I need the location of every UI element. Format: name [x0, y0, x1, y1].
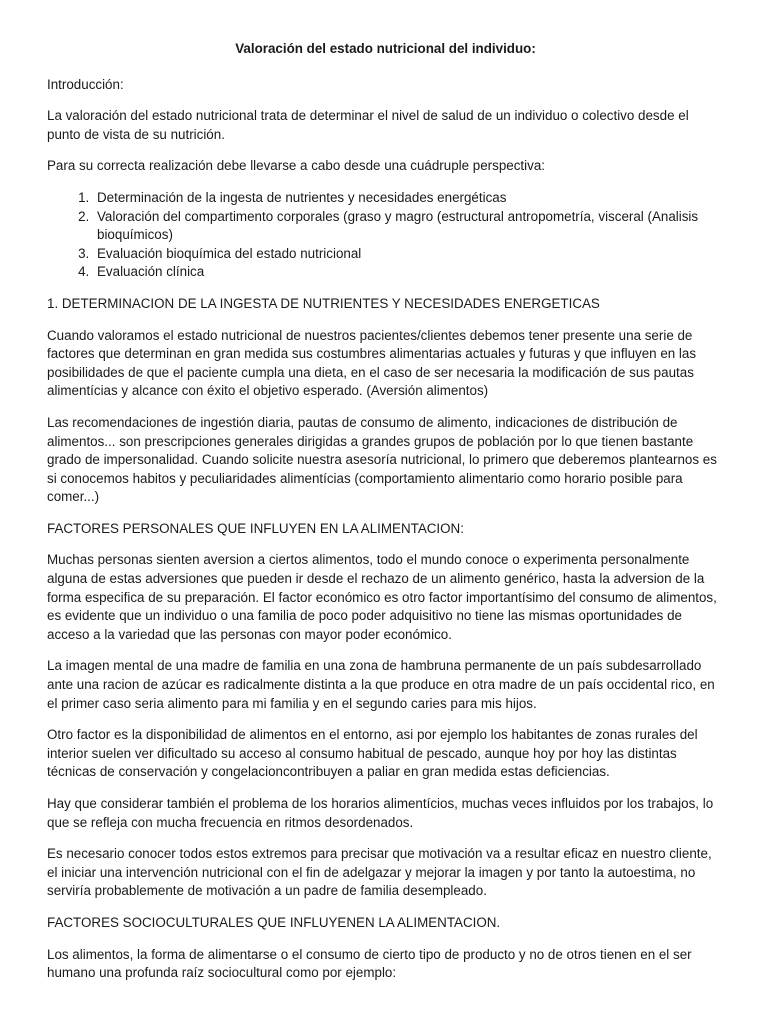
intro-heading: Introducción: [47, 76, 124, 92]
intro-paragraph: La valoración del estado nutricional trata de determinar el nivel de salud de un individuo o colectivo desde el punto de vista de su nutrición. [47, 108, 689, 142]
paragraph: Es necesario conocer todos estos extremos para precisar que motivación va a resultar eficaz en nuestro cliente, el iniciar una intervención nutricional con el fin de adelgazar y mejorar la imagen y por tanto la autoestima, no serviría probablemente de motivación a un padre de familia desempleado. [47, 846, 712, 899]
paragraph: Los alimentos, la forma de alimentarse o el consumo de cierto tipo de producto y no de otros tienen en el ser humano una profunda raíz sociocultural como por ejemplo: [47, 946, 692, 981]
section-heading-factores-personales: FACTORES PERSONALES QUE INFLUYEN EN LA ALIMENTACION: [47, 520, 464, 536]
list-item: 3. Evaluación bioquímica del estado nutricional [93, 245, 724, 264]
list-item: 4. Evaluación clínica [93, 263, 724, 282]
document-title: Valoración del estado nutricional del individuo: [235, 41, 536, 56]
paragraph: Otro factor es la disponibilidad de alimentos en el entorno, asi por ejemplo los habitantes de zonas rurales del interior suelen ver dificultado su acceso al consumo habitual de pescado, aunque hoy por hoy las distintas técnicas de conservación y congelacioncontribuyen a paliar en gran medida estas deficiencias. [47, 727, 698, 780]
perspective-list [47, 189, 724, 282]
section-heading-factores-socioculturales: FACTORES SOCIOCULTURALES QUE INFLUYENEN LA ALIMENTACION. [47, 914, 501, 930]
perspective-intro: Para su correcta realización debe llevarse a cabo desde una cuádruple perspectiva: [47, 158, 545, 174]
paragraph: Las recomendaciones de ingestión diaria, pautas de consumo de alimento, indicaciones de distribución de alimentos... son prescripciones generales dirigidas a grandes grupos de población por lo que tienen bastante grado de impersonalidad. Cuando solicite nuestra asesoría nutricional, lo primero que deberemos plantearnos es si conocemos habitos y peculiaridades alimentícias (comportamiento alimentario como horario posible para comer...) [47, 414, 717, 505]
paragraph: Hay que considerar también el problema de los horarios alimentícios, muchas veces influidos por los trabajos, lo que se refleja con mucha frecuencia en ritmos desordenados. [47, 796, 714, 830]
paragraph: La imagen mental de una madre de familia en una zona de hambruna permanente de un país subdesarrollado ante una racion de azúcar es radicalmente distinta a la que produce en otra madre de un país occidental rico, en el primer caso seria alimento para mi familia y en el segundo caries para mis hijos. [47, 658, 715, 711]
paragraph: Muchas personas sienten aversion a ciertos alimentos, todo el mundo conoce o experimenta personalmente alguna de estas adversiones que pueden ir desde el rechazo de un alimento genérico, hasta la adversion de la forma especifica de su preparación. El factor económico es otro factor importantísimo del consumo de alimentos, es evidente que un individuo o una familia de poco poder adquisitivo no tiene las mismas oportunidades de acceso a la variedad que las personas con mayor poder económico. [47, 552, 717, 642]
section-heading-ingesta: 1. DETERMINACION DE LA INGESTA DE NUTRIENTES Y NECESIDADES ENERGETICAS [47, 295, 600, 311]
list-item: 2. Valoración del compartimento corporales (graso y magro (estructural antropometría, visceral (Analisis bioquímicos) [93, 208, 724, 245]
list-item: 1. Determinación de la ingesta de nutrientes y necesidades energéticas [93, 189, 724, 208]
paragraph: Cuando valoramos el estado nutricional de nuestros pacientes/clientes debemos tener presente una serie de factores que determinan en gran medida sus costumbres alimentarias actuales y futuras y que influyen en las posibilidades de que el paciente cumpla una dieta, en el caso de ser necesaria la modificación de sus pautas alimentícias y alcance con éxito el objetivo esperado. (Aversión alimentos) [47, 327, 697, 399]
